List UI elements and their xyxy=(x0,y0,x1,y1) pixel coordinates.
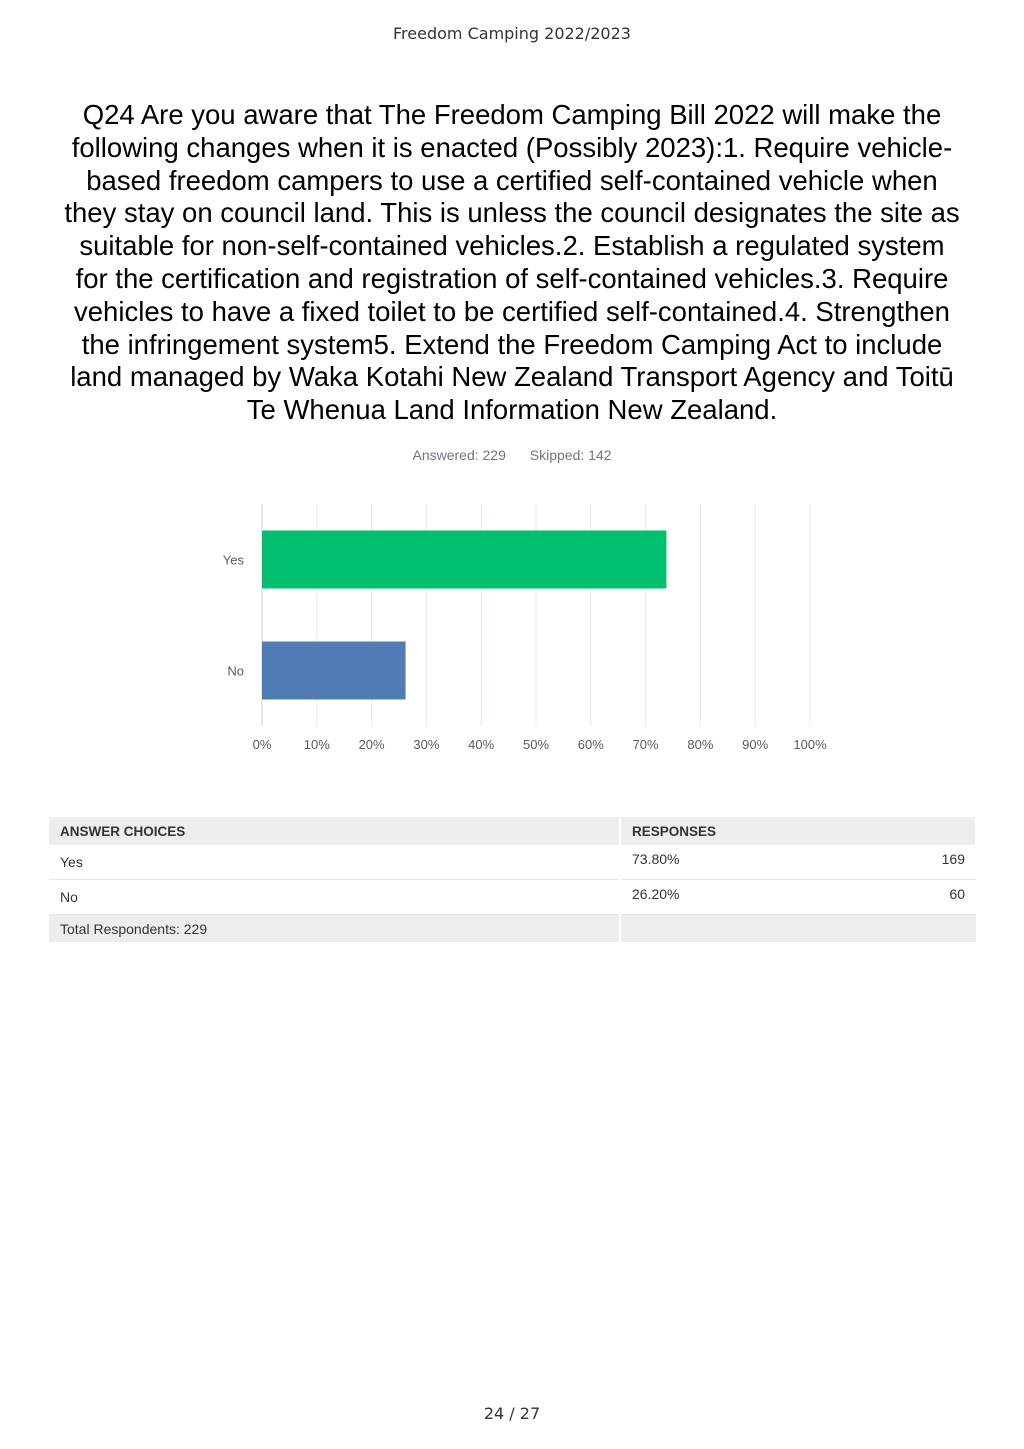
table-header-row xyxy=(49,817,976,845)
page-number: 24 / 27 xyxy=(483,1404,541,1423)
x-tick-label: 80% xyxy=(687,737,714,752)
chart-x-tick-labels xyxy=(253,737,827,752)
x-tick-label: 40% xyxy=(468,737,495,752)
choice-cell: No xyxy=(49,880,620,915)
document-header-title: Freedom Camping 2022/2023 xyxy=(393,24,631,43)
category-label: Yes xyxy=(222,552,244,568)
total-row xyxy=(49,915,976,943)
question-text: Q24 Are you aware that The Freedom Camping Bill 2022 will make the following changes when it is enacted (Possibly 2023):1. Require vehicle-based freedom campers to use a certified self-contained vehicle when they stay on council land. This is unless the council designates the site as suitable for non-self-contained vehicles.2. Establish a regulated system for the certification and registration of self-contained vehicles.3. Require vehicles to have a fixed toilet to be certified self-contained.4. Strengthen the infringement system5. Extend the Freedom Camping Act to include land managed by Waka Kotahi New Zealand Transport Agency and Toitū Te Whenua Land Information New Zealand. xyxy=(64,99,960,426)
x-tick-label: 20% xyxy=(358,737,385,752)
table-row xyxy=(49,845,976,880)
x-tick-label: 50% xyxy=(522,737,550,752)
responses-header: RESPONSES xyxy=(620,817,976,845)
bar-yes xyxy=(262,531,666,589)
category-label: No xyxy=(227,663,244,679)
table-row xyxy=(49,880,976,915)
x-tick-label: 0% xyxy=(252,737,272,752)
x-tick-label: 100% xyxy=(793,737,827,752)
x-tick-label: 70% xyxy=(632,737,659,752)
response-cell xyxy=(620,880,976,915)
total-respondents: Total Respondents: 229 xyxy=(49,915,620,943)
x-tick-label: 10% xyxy=(303,737,330,752)
x-tick-label: 90% xyxy=(742,737,769,752)
answered-count: Answered: 229 xyxy=(412,447,506,463)
response-cell xyxy=(620,845,976,880)
answer-choices-header: ANSWER CHOICES xyxy=(49,817,620,845)
x-tick-label: 60% xyxy=(577,737,604,752)
choice-cell: Yes xyxy=(49,845,620,880)
response-percent: 73.80% xyxy=(632,851,680,867)
response-percent: 26.20% xyxy=(632,886,680,902)
chart-bars xyxy=(262,531,666,700)
response-count: 169 xyxy=(941,851,965,867)
answers-table xyxy=(49,817,977,942)
x-tick-label: 30% xyxy=(413,737,440,752)
skipped-count: Skipped: 142 xyxy=(529,447,612,463)
response-count: 60 xyxy=(949,886,965,902)
total-empty-cell xyxy=(620,915,976,943)
chart-category-labels xyxy=(223,553,245,679)
bar-no xyxy=(262,642,406,700)
